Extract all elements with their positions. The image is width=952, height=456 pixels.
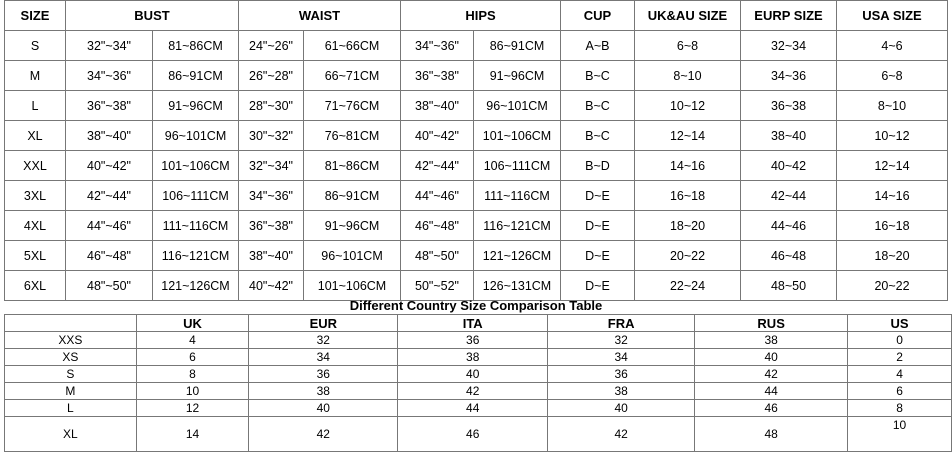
table-cell: 38"~40"	[401, 91, 474, 121]
table-cell: 121~126CM	[153, 271, 239, 301]
table-cell: 40"~42"	[66, 151, 153, 181]
table-cell: 121~126CM	[474, 241, 561, 271]
size-chart-header-row	[5, 1, 948, 31]
table-cell: 101~106CM	[153, 151, 239, 181]
table-row	[5, 241, 948, 271]
table-cell: 40~42	[741, 151, 837, 181]
table-cell: D~E	[561, 241, 635, 271]
table-row	[5, 181, 948, 211]
table-cell: B~D	[561, 151, 635, 181]
table-cell: 91~96CM	[304, 211, 401, 241]
table-cell: 38	[249, 383, 398, 400]
table-cell: 6	[136, 349, 248, 366]
table-cell: 48~50	[741, 271, 837, 301]
table-row	[5, 349, 952, 366]
table-cell: M	[5, 61, 66, 91]
table-cell: 32~34	[741, 31, 837, 61]
comparison-table-title: Different Country Size Comparison Table	[349, 298, 603, 313]
table-cell: 38~40	[741, 121, 837, 151]
table-cell: 106~111CM	[474, 151, 561, 181]
column-header: USA SIZE	[837, 1, 948, 31]
table-cell: 61~66CM	[304, 31, 401, 61]
table-cell: 8~10	[635, 61, 741, 91]
comparison-header-row	[5, 315, 952, 332]
table-cell: 36~38	[741, 91, 837, 121]
table-row	[5, 400, 952, 417]
table-row	[5, 211, 948, 241]
table-cell: 24"~26"	[239, 31, 304, 61]
table-cell: A~B	[561, 31, 635, 61]
table-row	[5, 417, 952, 452]
table-cell: 42"~44"	[401, 151, 474, 181]
table-cell: 40	[548, 400, 695, 417]
table-cell: 116~121CM	[153, 241, 239, 271]
table-cell: 6~8	[837, 61, 948, 91]
table-cell: 116~121CM	[474, 211, 561, 241]
column-header: BUST	[66, 1, 239, 31]
table-cell: 44	[398, 400, 548, 417]
table-cell: 20~22	[837, 271, 948, 301]
table-cell: 126~131CM	[474, 271, 561, 301]
table-cell: 34"~36"	[239, 181, 304, 211]
table-cell: 66~71CM	[304, 61, 401, 91]
table-cell: 96~101CM	[474, 91, 561, 121]
table-cell: 12~14	[635, 121, 741, 151]
table-cell: 14~16	[635, 151, 741, 181]
table-row	[5, 121, 948, 151]
table-cell: 12	[136, 400, 248, 417]
table-cell: 91~96CM	[474, 61, 561, 91]
table-cell: 76~81CM	[304, 121, 401, 151]
table-cell: 10~12	[837, 121, 948, 151]
table-cell: XXL	[5, 151, 66, 181]
table-cell: 91~96CM	[153, 91, 239, 121]
table-cell: 16~18	[635, 181, 741, 211]
table-cell: XL	[5, 121, 66, 151]
table-cell: M	[5, 383, 137, 400]
table-cell: 32	[249, 332, 398, 349]
table-cell: 40	[398, 366, 548, 383]
table-cell: 10~12	[635, 91, 741, 121]
table-cell: 96~101CM	[153, 121, 239, 151]
table-cell: L	[5, 400, 137, 417]
table-cell: 36"~38"	[239, 211, 304, 241]
table-cell: 0	[848, 332, 952, 349]
column-header: SIZE	[5, 1, 66, 31]
table-cell: 106~111CM	[153, 181, 239, 211]
table-cell: S	[5, 31, 66, 61]
table-cell: 36	[548, 366, 695, 383]
table-cell: 36	[249, 366, 398, 383]
table-cell: 14	[136, 417, 248, 452]
table-cell: 40	[249, 400, 398, 417]
table-cell: 5XL	[5, 241, 66, 271]
column-header: RUS	[695, 315, 848, 332]
table-cell: 86~91CM	[304, 181, 401, 211]
table-cell: 86~91CM	[474, 31, 561, 61]
table-cell: 34"~36"	[66, 61, 153, 91]
table-cell: 26"~28"	[239, 61, 304, 91]
table-cell: 48"~50"	[66, 271, 153, 301]
table-row	[5, 91, 948, 121]
table-cell: 42	[695, 366, 848, 383]
table-cell: 38	[695, 332, 848, 349]
table-cell: 48	[695, 417, 848, 452]
table-row	[5, 31, 948, 61]
table-cell: 34"~36"	[401, 31, 474, 61]
table-cell: S	[5, 366, 137, 383]
table-cell: 42"~44"	[66, 181, 153, 211]
table-cell: 32	[548, 332, 695, 349]
table-cell: 42	[548, 417, 695, 452]
table-cell: 42	[398, 383, 548, 400]
column-header: HIPS	[401, 1, 561, 31]
table-cell: 10	[848, 417, 952, 452]
table-cell: 32"~34"	[239, 151, 304, 181]
table-cell: 38"~40"	[66, 121, 153, 151]
column-header: EURP SIZE	[741, 1, 837, 31]
table-cell: 50"~52"	[401, 271, 474, 301]
table-cell: XL	[5, 417, 137, 452]
table-cell: 32"~34"	[66, 31, 153, 61]
table-cell: B~C	[561, 61, 635, 91]
table-cell: 48"~50"	[401, 241, 474, 271]
table-row	[5, 151, 948, 181]
table-cell: 40"~42"	[401, 121, 474, 151]
table-cell: 46"~48"	[401, 211, 474, 241]
table-cell: 18~20	[837, 241, 948, 271]
table-cell: 86~91CM	[153, 61, 239, 91]
table-row	[5, 271, 948, 301]
table-cell: 16~18	[837, 211, 948, 241]
table-cell: 44"~46"	[401, 181, 474, 211]
table-cell: 12~14	[837, 151, 948, 181]
table-cell: 96~101CM	[304, 241, 401, 271]
table-cell: 101~106CM	[304, 271, 401, 301]
table-cell: 71~76CM	[304, 91, 401, 121]
table-cell: 81~86CM	[153, 31, 239, 61]
table-cell: 6	[848, 383, 952, 400]
table-cell: 6~8	[635, 31, 741, 61]
table-cell: 20~22	[635, 241, 741, 271]
table-cell: 81~86CM	[304, 151, 401, 181]
table-cell: 4~6	[837, 31, 948, 61]
table-cell: 4	[136, 332, 248, 349]
table-cell: 22~24	[635, 271, 741, 301]
column-header: UK&AU SIZE	[635, 1, 741, 31]
column-header: ITA	[398, 315, 548, 332]
table-cell: 42~44	[741, 181, 837, 211]
table-cell: 4	[848, 366, 952, 383]
table-cell: 111~116CM	[474, 181, 561, 211]
table-cell: 10	[136, 383, 248, 400]
table-cell: 38"~40"	[239, 241, 304, 271]
country-comparison-table	[4, 314, 952, 452]
table-cell: 101~106CM	[474, 121, 561, 151]
table-cell: 34	[249, 349, 398, 366]
column-header: FRA	[548, 315, 695, 332]
table-cell: 6XL	[5, 271, 66, 301]
table-cell: 44	[695, 383, 848, 400]
size-chart-table	[4, 0, 948, 301]
table-cell: 34~36	[741, 61, 837, 91]
table-cell: 8~10	[837, 91, 948, 121]
table-cell: 8	[136, 366, 248, 383]
column-header: US	[848, 315, 952, 332]
table-cell: 4XL	[5, 211, 66, 241]
table-row	[5, 383, 952, 400]
table-cell: 46	[695, 400, 848, 417]
table-cell: D~E	[561, 211, 635, 241]
table-cell: XS	[5, 349, 137, 366]
table-cell: L	[5, 91, 66, 121]
column-header: UK	[136, 315, 248, 332]
table-cell: 36	[398, 332, 548, 349]
table-cell: 18~20	[635, 211, 741, 241]
table-cell: 46"~48"	[66, 241, 153, 271]
table-cell: 30"~32"	[239, 121, 304, 151]
table-cell: 42	[249, 417, 398, 452]
table-cell: B~C	[561, 121, 635, 151]
column-header: WAIST	[239, 1, 401, 31]
table-cell: 14~16	[837, 181, 948, 211]
table-cell: 111~116CM	[153, 211, 239, 241]
table-row	[5, 61, 948, 91]
table-cell: 8	[848, 400, 952, 417]
table-cell: B~C	[561, 91, 635, 121]
table-cell: 40	[695, 349, 848, 366]
table-cell: D~E	[561, 181, 635, 211]
table-cell: 3XL	[5, 181, 66, 211]
table-cell: D~E	[561, 271, 635, 301]
table-cell: 44~46	[741, 211, 837, 241]
table-cell: 46~48	[741, 241, 837, 271]
table-cell: 38	[398, 349, 548, 366]
table-cell: 28"~30"	[239, 91, 304, 121]
table-cell: 2	[848, 349, 952, 366]
column-header: EUR	[249, 315, 398, 332]
table-cell: 38	[548, 383, 695, 400]
column-header	[5, 315, 137, 332]
table-cell: 36"~38"	[66, 91, 153, 121]
table-cell: 36"~38"	[401, 61, 474, 91]
table-row	[5, 366, 952, 383]
table-cell: 34	[548, 349, 695, 366]
table-cell: XXS	[5, 332, 137, 349]
column-header: CUP	[561, 1, 635, 31]
table-cell: 44"~46"	[66, 211, 153, 241]
table-row	[5, 332, 952, 349]
table-cell: 46	[398, 417, 548, 452]
table-cell: 40"~42"	[239, 271, 304, 301]
